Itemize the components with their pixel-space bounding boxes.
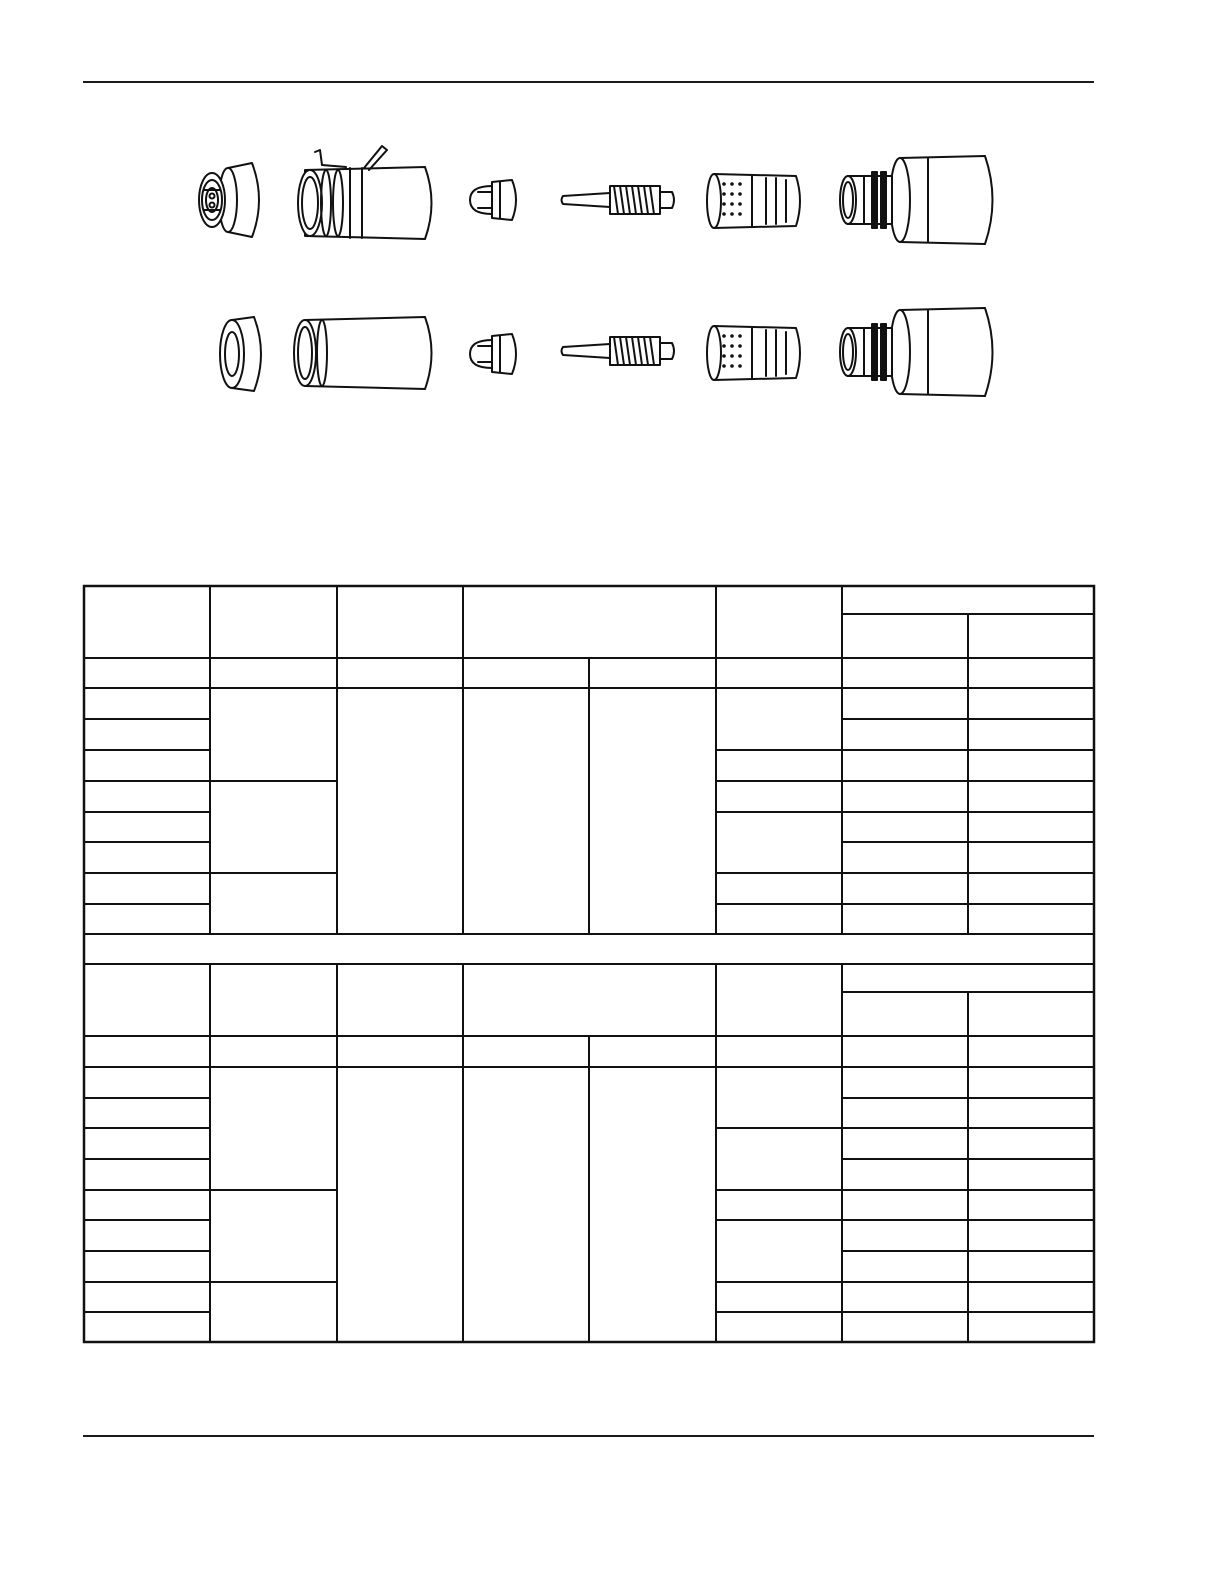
lower-consumables-table [84, 964, 1094, 1342]
footer-rule [83, 1435, 1094, 1437]
upper-consumables-table [84, 586, 1094, 934]
